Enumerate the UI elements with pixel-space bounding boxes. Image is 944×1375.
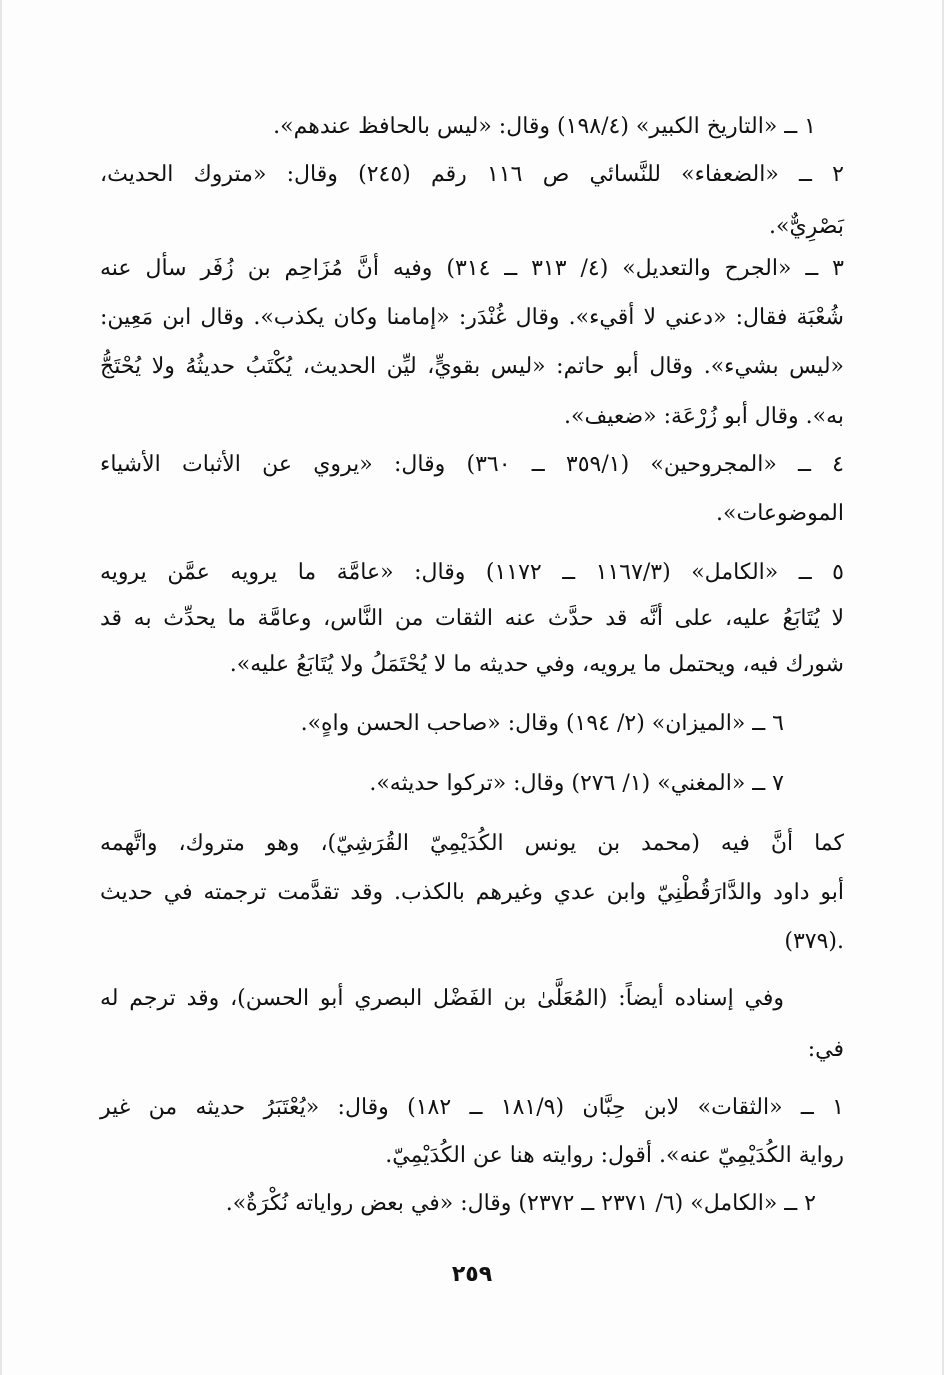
text-line-19: في: — [807, 1037, 844, 1062]
text-line-20: ١ ــ «الثقات» لابن حِبَّان (١٨١/٩ ــ ١٨٢) وقال: «يُعْتَبَرُ حديثه من غير — [100, 1095, 844, 1120]
text-line-8: ٤ ــ «المجروحين» (٣٥٩/١ ــ ٣٦٠) وقال: «يروي عن الأثبات الأشياء — [100, 452, 844, 477]
text-line-4: ٣ ــ «الجرح والتعديل» (٤/ ٣١٣ ــ ٣١٤) وفيه أنَّ مُزَاحِم بن زُفَر سأل عنه — [100, 256, 844, 281]
text-line-15: كما أنَّ فيه (محمد بن يونس الكُدَيْمِيّ القُرَشِيّ)، وهو متروك، واتَّهمه — [100, 831, 844, 856]
text-line-3: بَصْرِيٌّ». — [768, 214, 844, 239]
text-line-18: وفي إسناده أيضاً: (المُعَلَّىٰ بن الفَضْل البصري أبو الحسن)، وقد ترجم له — [100, 986, 784, 1011]
text-line-13: ٦ ــ «الميزان» (٢/ ١٩٤) وقال: «صاحب الحسن واهٍ». — [300, 711, 784, 736]
text-line-1: ١ ــ «التاريخ الكبير» (١٩٨/٤) وقال: «ليس بالحافظ عندهم». — [273, 114, 816, 139]
text-line-17: (٣٧٩). — [784, 929, 844, 954]
text-line-21: رواية الكُدَيْمِيّ عنه». أقول: روايته هنا عن الكُدَيْمِيّ. — [385, 1143, 844, 1168]
text-line-22: ٢ ــ «الكامل» (٦/ ٢٣٧١ ــ ٢٣٧٢) وقال: «في بعض رواياته نُكْرَةٌ». — [225, 1191, 816, 1216]
text-line-2: ٢ ــ «الضعفاء» للنَّسائي ص ١١٦ رقم (٢٤٥) وقال: «متروك الحديث، — [100, 162, 844, 187]
text-line-11: لا يُتَابَعُ عليه، على أنَّه قد حدَّث عنه الثقات من النَّاس، وعامَّة ما يحدِّث به قد — [100, 606, 844, 631]
page-number: ٢٥٩ — [451, 1262, 493, 1287]
text-line-6: «ليس بشيء». وقال أبو حاتم: «ليس بقويٍّ، ليِّن الحديث، يُكْتَبُ حديثُهُ ولا يُحْتَجُّ — [100, 354, 844, 379]
text-line-16: أبو داود والدَّارَقُطْنِيّ وابن عدي وغيرهم بالكذب. وقد تقدَّمت ترجمته في حديث — [100, 880, 844, 905]
text-line-9: الموضوعات». — [716, 501, 844, 526]
text-line-5: شُعْبَة فقال: «دعني لا أقيء». وقال غُنْدَر: «إمامنا وكان يكذب». وقال ابن مَعِين: — [100, 305, 844, 330]
text-line-7: به». وقال أبو زُرْعَة: «ضعيف». — [564, 404, 844, 429]
page-edge-left — [0, 0, 2, 1375]
text-line-14: ٧ ــ «المغني» (١/ ٢٧٦) وقال: «تركوا حديثه». — [369, 771, 784, 796]
text-line-10: ٥ ــ «الكامل» (١١٦٧/٣ ــ ١١٧٢) وقال: «عامَّة ما يرويه عمَّن يرويه — [100, 560, 844, 585]
text-line-12: شورك فيه، ويحتمل ما يرويه، وفي حديثه ما لا يُحْتَمَلُ ولا يُتَابَعُ عليه». — [229, 652, 844, 677]
